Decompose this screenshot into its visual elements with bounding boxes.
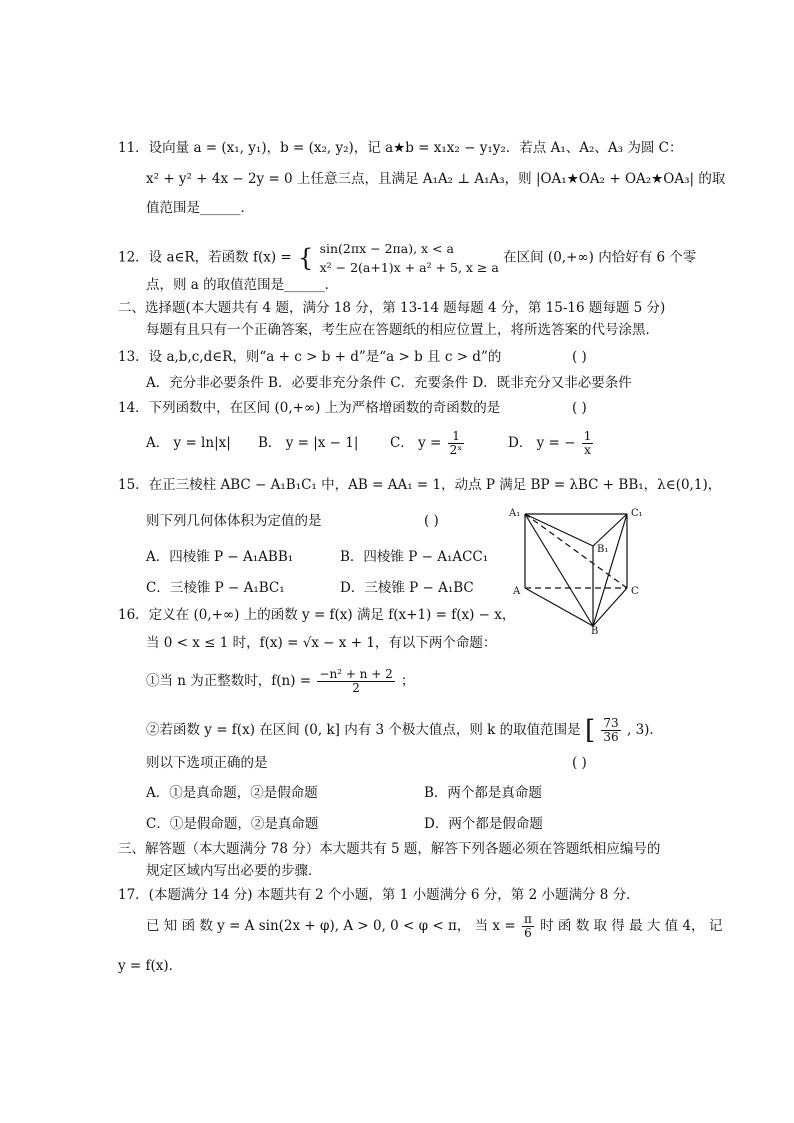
q12-line2: 点，则 a 的取值范围是______． — [146, 277, 339, 293]
label-c1: C₁ — [631, 508, 643, 519]
q16-prop2: ②若函数 y = f(x) 在区间 (0, k] 内有 3 个极大值点，则 k 的取值范围是 [ $\frac{73}{36}$ , 3)． — [146, 715, 663, 746]
edge-a1c-hidden — [525, 514, 627, 588]
q14-option-c: C． y = $\frac{1}{\text{2ˣ}}$ — [390, 429, 463, 457]
q11-line2: x² + y² + 4x − 2y = 0 上任意三点，且满足 A₁A₂ ⊥ A₁A₃，则 |OA₁★OA₂ + OA₂★OA₃| 的取 — [146, 171, 726, 187]
q16-paren: ( ) — [572, 755, 587, 771]
section3-line1: 三、解答题（本大题满分 78 分）本大题共有 5 题，解答下列各题必须在答题纸相应编号的 — [118, 841, 661, 857]
q16-option-b: B．两个都是真命题 — [424, 785, 542, 801]
q16-stem: 16．定义在 (0,+∞) 上的函数 y = f(x) 满足 f(x+1) = f(x) − x， — [118, 607, 516, 623]
q16-option-a: A．①是真命题，②是假命题 — [146, 785, 318, 801]
q16-prop1: ①当 n 为正整数时，f(n) = $\frac{\text{−n² + n + 2}}{2}$ ； — [146, 667, 415, 695]
label-b1: B₁ — [597, 544, 609, 555]
q15-option-a: A．四棱锥 P − A₁ABB₁ — [146, 549, 294, 565]
q14-option-d: D． y = − $\frac{1}{x}$ — [508, 429, 592, 457]
q16-option-d: D．两个都是假命题 — [424, 816, 543, 832]
q16-prop1-fraction: $\frac{\text{−n² + n + 2}}{2}$ — [319, 667, 393, 695]
q12-case2: x² − 2(a+1)x + a² + 5, x ≥ a — [319, 260, 499, 275]
label-a: A — [513, 586, 521, 597]
edge-cb — [593, 588, 627, 626]
edge-ab — [525, 588, 593, 626]
q14-option-b: B． y = |x − 1| — [258, 435, 359, 451]
label-c: C — [631, 586, 639, 597]
q13-options: A．充分非必要条件 B．必要非充分条件 C．充要条件 D．既非充分又非必要条件 — [146, 375, 632, 391]
q12-line1 — [118, 238, 696, 278]
q17-stem: 17．(本题满分 14 分) 本题共有 2 个小题，第 1 小题满分 6 分，第 2 小题满分 8 分． — [118, 887, 640, 903]
prism-figure — [505, 500, 655, 635]
q12-post: 在区间 (0,+∞) 内恰好有 6 个零 — [503, 249, 697, 266]
section2-title: 二、选择题(本大题共有 4 题，满分 18 分，第 13-14 题每题 4 分，第 15-16 题每题 5 分) — [118, 300, 666, 316]
q13-stem: 13．设 a,b,c,d∈R，则“a + c > b + d”是“a > b 且 c > d”的 — [118, 349, 502, 365]
q13-paren: ( ) — [572, 349, 587, 365]
q17-line3: y = f(x)． — [118, 958, 183, 974]
q15-line2: 则下列几何体体积为定值的是 — [146, 513, 322, 529]
q16-line2: 当 0 < x ≤ 1 时，f(x) = √x − x + 1，有以下两个命题： — [146, 635, 497, 651]
q16-prop2-fraction: $\frac{73}{36}$ — [603, 716, 619, 744]
q17-fraction: $\frac{\pi}{6}$ — [523, 912, 532, 940]
q15-paren: ( ) — [424, 513, 439, 529]
brace: { — [298, 244, 314, 272]
section2-note: 每题有且只有一个正确答案，考生应在答题纸的相应位置上，将所选答案的代号涂黑． — [146, 322, 659, 338]
q12-pre: 12．设 a∈R，若函数 f(x) = — [118, 249, 292, 266]
q15-option-c: C．三棱锥 P − A₁BC₁ — [146, 580, 285, 596]
q15-option-d: D．三棱锥 P − A₁BC — [340, 580, 474, 596]
q15-stem: 15．在正三棱柱 ABC − A₁B₁C₁ 中，AB = AA₁ = 1，动点 P 满足 BP = λBC + BB₁，λ∈(0,1)， — [118, 477, 722, 493]
label-b: B — [591, 626, 599, 635]
q17-line2: 已 知 函 数 y = A sin(2x + φ), A > 0, 0 < φ < π， 当 x = $\frac{\pi}{6}$ 时 函 数 取 得 最 大 值 4， 记 — [146, 912, 723, 940]
edge-a1b — [525, 514, 593, 626]
q15-option-b: B．四棱锥 P − A₁ACC₁ — [340, 549, 489, 565]
q14-stem: 14．下列函数中，在区间 (0,+∞) 上为严格增函数的奇函数的是 — [118, 400, 501, 416]
section3-line2: 规定区域内写出必要的步骤． — [146, 863, 322, 879]
q12-case1: sin(2πx − 2πa), x < a — [319, 241, 454, 256]
q11-line3: 值范围是______． — [146, 200, 254, 216]
q14-c-fraction: $\frac{1}{\text{2ˣ}}$ — [449, 429, 463, 457]
q16-line5: 则以下选项正确的是 — [146, 755, 268, 771]
q12-cases — [320, 239, 499, 277]
q14-d-fraction: $\frac{1}{x}$ — [583, 429, 592, 457]
q16-option-c: C．①是假命题，②是真命题 — [146, 816, 319, 832]
q14-paren: ( ) — [572, 400, 587, 416]
q11-line1: 11．设向量 a = (x₁, y₁)，b = (x₂, y₂)，记 a★b = x₁x₂ − y₁y₂．若点 A₁、A₂、A₃ 为圆 C： — [118, 140, 683, 156]
q14-option-a: A． y = ln|x| — [146, 435, 231, 451]
label-a1: A₁ — [509, 508, 521, 519]
